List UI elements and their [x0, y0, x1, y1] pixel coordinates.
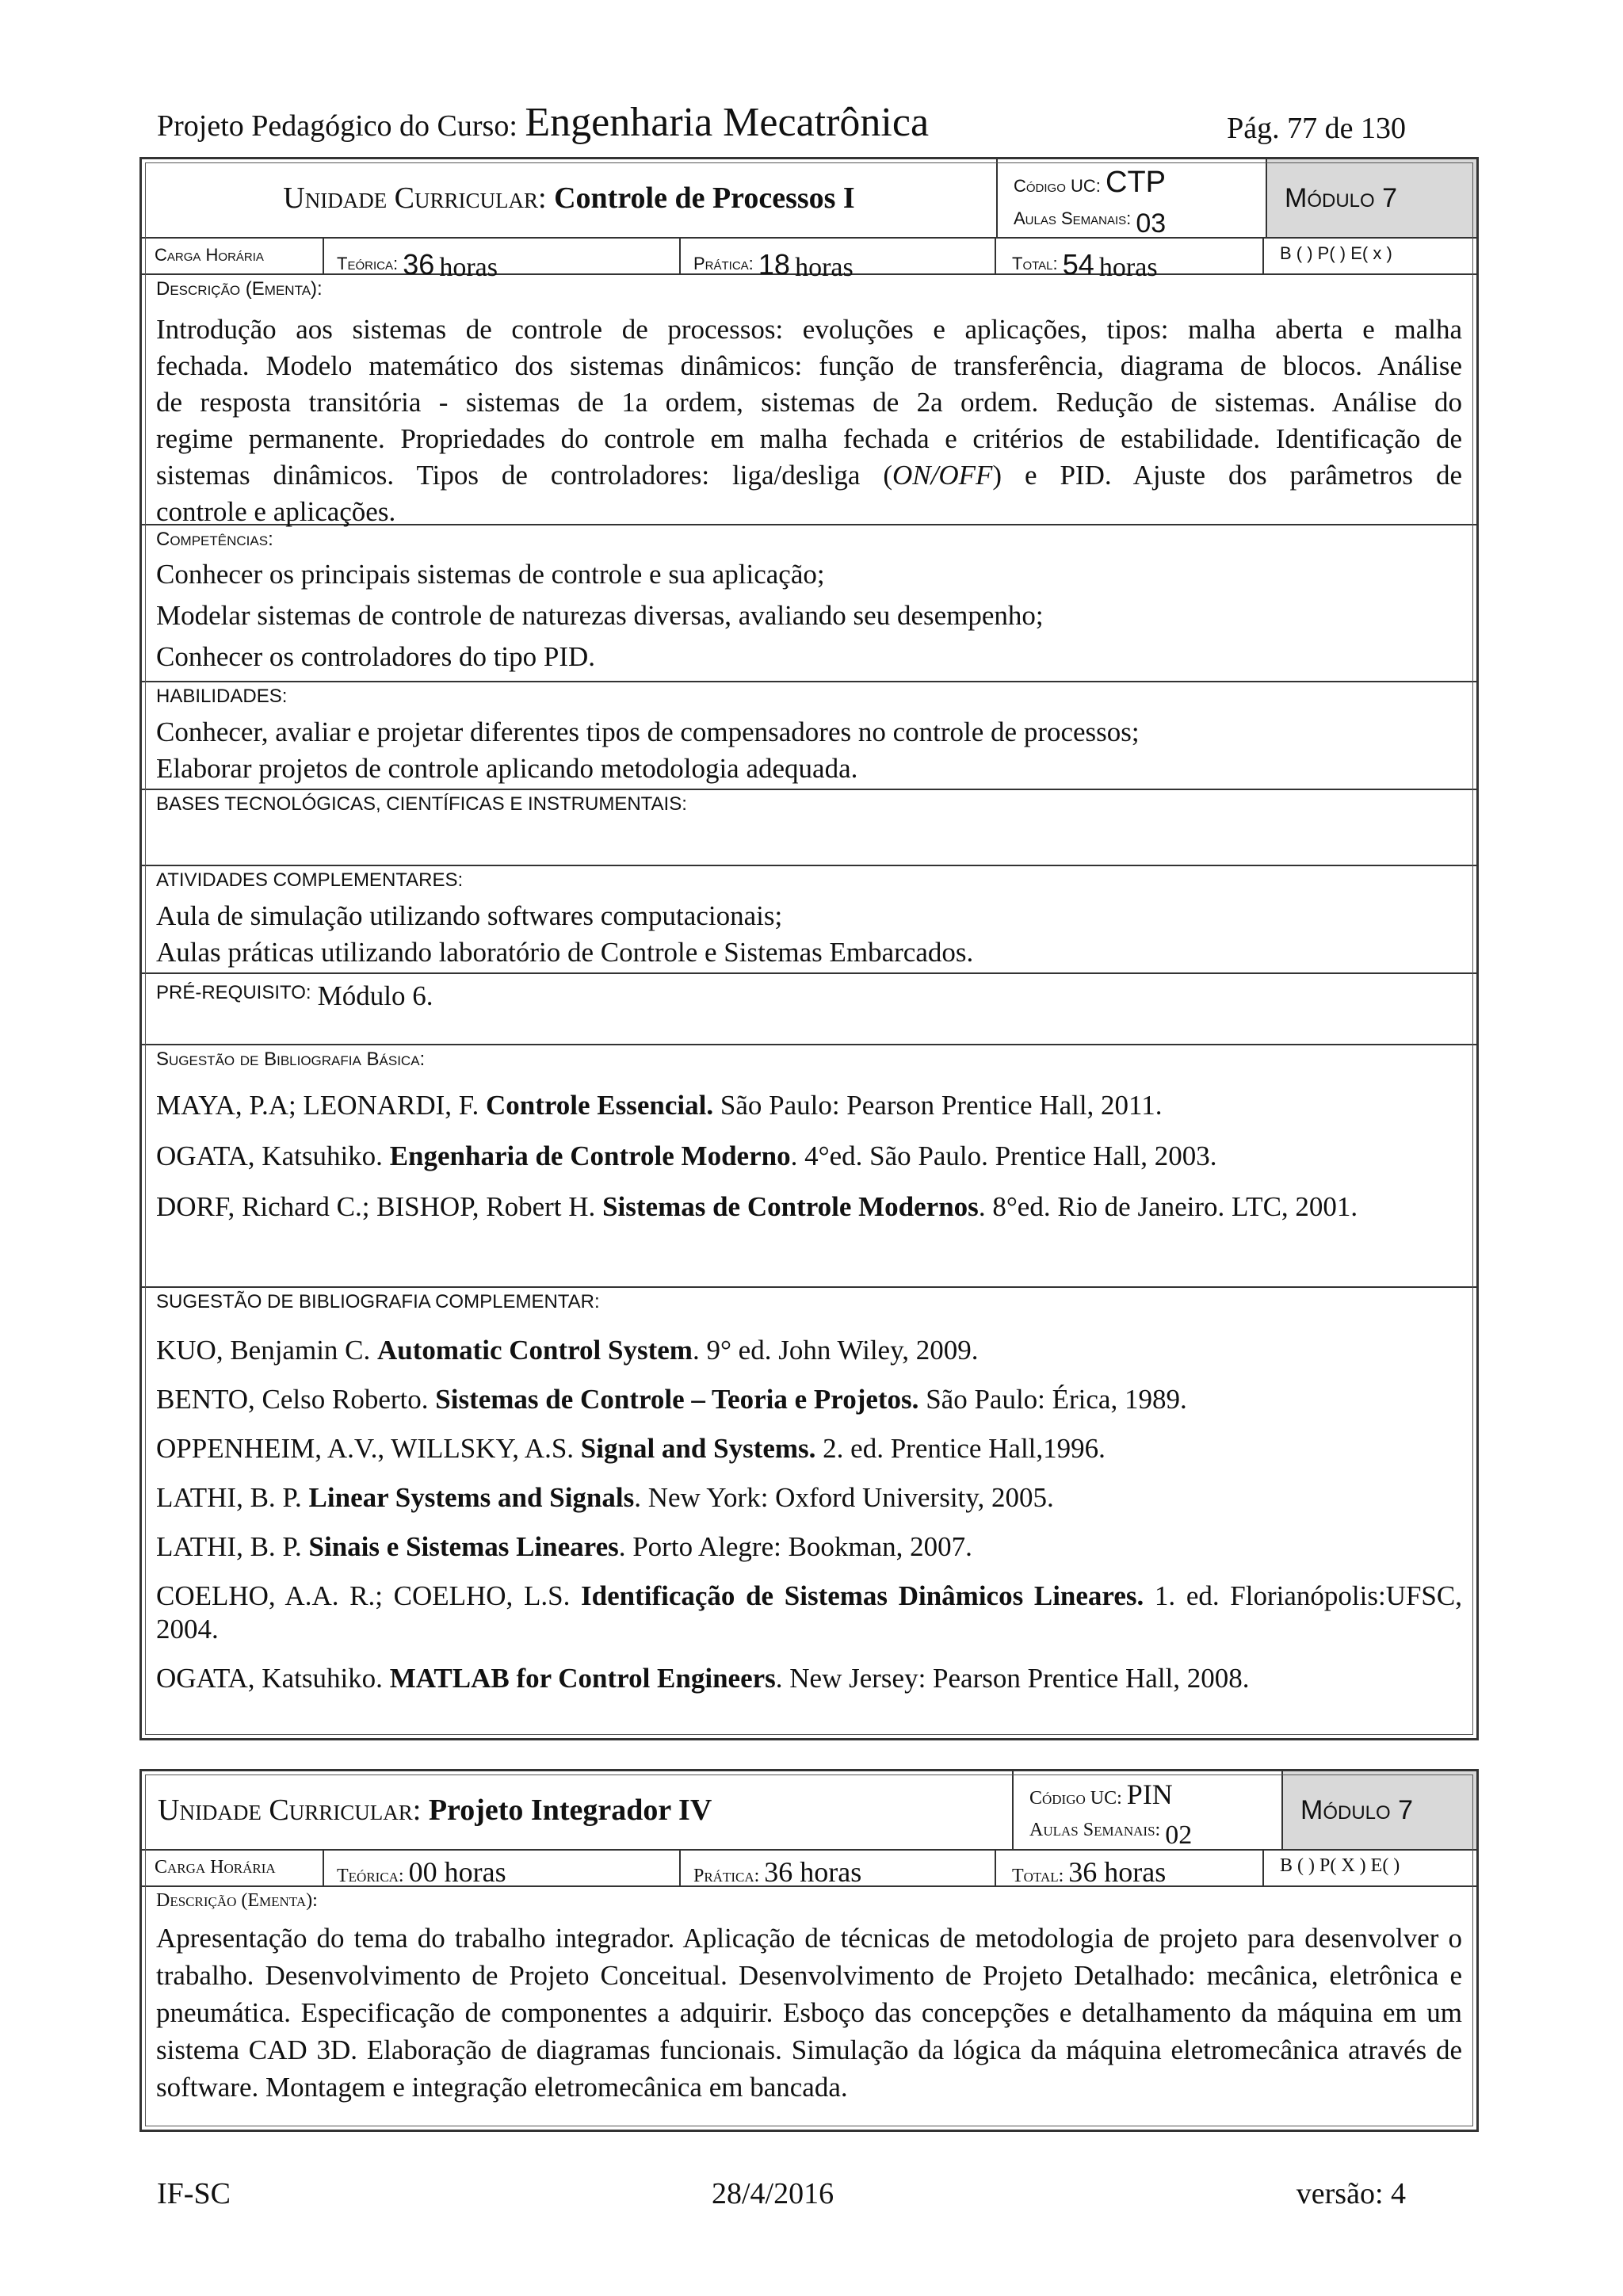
uc1-descricao-section	[142, 275, 1476, 525]
uc1-pratica-unit: horas	[795, 253, 854, 282]
uc1-code-label: Código UC:	[1014, 176, 1106, 196]
uc1-pratica-label: Prática:	[693, 254, 758, 273]
uc1-total: 54	[1062, 248, 1094, 281]
habilidade-item: Elaborar projetos de controle aplicando metodologia adequada.	[156, 753, 858, 784]
bib-entry: OPPENHEIM, A.V., WILLSKY, A.S. Signal and Systems. 2. ed. Prentice Hall,1996.	[156, 1433, 1106, 1464]
uc1-bases-section	[142, 790, 1476, 866]
uc1-title: Controle de Processos I	[554, 181, 855, 215]
footer-date: 28/4/2016	[712, 2177, 834, 2210]
uc1-competencias-section	[142, 525, 1476, 682]
course-name: Engenharia Mecatrônica	[525, 100, 930, 145]
uc2-code: PIN	[1126, 1778, 1173, 1810]
uc2-aulas-label: Aulas Semanais:	[1029, 1820, 1166, 1840]
uc2-pratica: 36 horas	[764, 1856, 862, 1888]
uc2-descricao-text: Apresentação do tema do trabalho integrador. Aplicação de técnicas de metodologia de projeto para desenvolver o trabalho. Desenvolvimento de Projeto Conceitual. Desenvolvimento de Projeto Detalhado: mecânica, eletrônica e pneumática. Especificação de componentes a adquirir. Esboço das concepções e detalhamento da máquina em um sistema CAD 3D. Elaboração de diagramas funcionais. Simulação da lógica da máquina eletromecânica através de software. Montagem e integração eletromecânica em bancada.	[156, 1923, 1462, 2103]
uc1-habilidades-section	[142, 682, 1476, 790]
uc1-habilidades-text	[142, 708, 1476, 787]
uc1-atividades-label: ATIVIDADES COMPLEMENTARES:	[156, 869, 464, 891]
uc2-total: 36 horas	[1068, 1856, 1167, 1888]
uc-controle-processos	[139, 157, 1479, 1740]
uc1-bpe: B ( ) P( ) E( x )	[1280, 243, 1392, 263]
uc1-aulas-label: Aulas Semanais:	[1014, 208, 1136, 228]
page-footer	[157, 2176, 1406, 2216]
uc1-code: CTP	[1106, 166, 1167, 199]
uc1-total-unit: horas	[1098, 253, 1158, 282]
uc1-title-cell	[142, 159, 998, 237]
competencia-item: Modelar sistemas de controle de naturezas diversas, avaliando seu desempenho;	[156, 600, 1044, 631]
uc2-pratica-label: Prática:	[693, 1866, 765, 1886]
uc1-prereq: Módulo 6.	[317, 980, 433, 1011]
uc2-title-cell	[142, 1771, 1014, 1849]
bib-entry: MAYA, P.A; LEONARDI, F. Controle Essencial. São Paulo: Pearson Prentice Hall, 2011.	[156, 1090, 1163, 1121]
uc2-teorica-label: Teórica:	[337, 1866, 409, 1886]
uc1-prereq-label: PRÉ-REQUISITO:	[156, 982, 311, 1003]
uc1-total-label: Total:	[1012, 254, 1063, 273]
bib-entry: KUO, Benjamin C. Automatic Control System. 9° ed. John Wiley, 2009.	[156, 1335, 979, 1366]
uc1-carga-label: Carga Horária	[142, 239, 324, 273]
uc1-bib-basica-section	[142, 1045, 1476, 1288]
uc1-teorica-unit: horas	[439, 253, 498, 282]
uc2-code-cell	[1014, 1771, 1283, 1849]
uc2-code-label: Código UC:	[1029, 1788, 1127, 1809]
uc1-descricao-line: de resposta transitória - sistemas de 1a ordem, sistemas de 2a ordem. Redução de sistemas. Análise do	[156, 387, 1462, 418]
uc1-descricao-line: controle e aplicações.	[156, 496, 396, 527]
uc1-bib-comp-list	[142, 1313, 1476, 1695]
page-header	[157, 97, 1406, 149]
uc1-descricao-line: Introdução aos sistemas de controle de processos: evoluções e aplicações, tipos: malha aberta e malha	[156, 314, 1462, 345]
atividade-item: Aula de simulação utilizando softwares computacionais;	[156, 900, 783, 931]
uc2-total-label: Total:	[1012, 1866, 1069, 1886]
uc1-title-label: Unidade Curricular:	[283, 181, 547, 215]
uc1-code-cell	[998, 159, 1267, 237]
page-number: Pág. 77 de 130	[1227, 112, 1406, 145]
uc2-bpe: B ( ) P( X ) E( )	[1280, 1855, 1400, 1876]
uc2-title-label: Unidade Curricular:	[158, 1794, 422, 1827]
habilidade-item: Conhecer, avaliar e projetar diferentes tipos de compensadores no controle de processos;	[156, 716, 1140, 747]
uc1-descricao-label: Descrição (Ementa):	[156, 278, 323, 300]
uc2-teorica: 00 horas	[408, 1856, 506, 1888]
bib-entry: DORF, Richard C.; BISHOP, Robert H. Sistemas de Controle Modernos. 8°ed. Rio de Janeiro. LTC, 2001.	[156, 1191, 1358, 1222]
uc2-descricao-label: Descrição (Ementa):	[156, 1890, 318, 1911]
bib-entry: OGATA, Katsuhiko. MATLAB for Control Engineers. New Jersey: Pearson Prentice Hall, 2008.	[156, 1663, 1250, 1694]
uc1-descricao-text	[142, 300, 1476, 530]
uc1-atividades-section	[142, 866, 1476, 974]
uc1-bib-comp-label: SUGESTÃO DE BIBLIOGRAFIA COMPLEMENTAR:	[156, 1291, 600, 1312]
bib-entry: LATHI, B. P. Sinais e Sistemas Lineares. Porto Alegre: Bookman, 2007.	[156, 1531, 972, 1562]
course-header	[157, 99, 929, 146]
uc1-pratica: 18	[758, 248, 790, 281]
uc2-modulo: Módulo 7	[1283, 1771, 1476, 1849]
bib-entry: BENTO, Celso Roberto. Sistemas de Controle – Teoria e Projetos. São Paulo: Érica, 1989.	[156, 1384, 1187, 1415]
uc2-descricao-section	[142, 1887, 1476, 2130]
uc1-teorica: 36	[403, 248, 435, 281]
uc1-competencias-text	[142, 551, 1476, 678]
uc1-bib-comp-section	[142, 1288, 1476, 1738]
atividade-item: Aulas práticas utilizando laboratório de Controle e Sistemas Embarcados.	[156, 937, 974, 968]
competencia-item: Conhecer os principais sistemas de controle e sua aplicação;	[156, 559, 825, 590]
uc2-carga-label: Carga Horária	[142, 1851, 324, 1885]
uc-projeto-integrador	[139, 1769, 1479, 2132]
uc1-aulas: 03	[1136, 208, 1167, 239]
footer-institution: IF-SC	[157, 2177, 231, 2210]
uc1-prereq-section	[142, 974, 1476, 1045]
uc1-atividades-text	[142, 892, 1476, 971]
uc1-teorica-label: Teórica:	[337, 254, 403, 273]
uc1-bib-basica-label: Sugestão de Bibliografia Básica:	[156, 1049, 426, 1070]
uc2-hours-row	[142, 1851, 1476, 1887]
course-prefix: Projeto Pedagógico do Curso:	[157, 109, 525, 143]
competencia-item: Conhecer os controladores do tipo PID.	[156, 641, 596, 672]
uc1-modulo: Módulo 7	[1267, 159, 1476, 237]
uc1-descricao-line: regime permanente. Propriedades do controle em malha fechada e critérios de estabilidade. Identificação de	[156, 423, 1462, 454]
bib-entry: LATHI, B. P. Linear Systems and Signals. New York: Oxford University, 2005.	[156, 1482, 1054, 1513]
uc1-habilidades-label: HABILIDADES:	[156, 686, 288, 707]
uc2-title-row	[142, 1771, 1476, 1851]
uc1-bases-label: BASES TECNOLÓGICAS, CIENTÍFICAS E INSTRUMENTAIS:	[156, 793, 687, 815]
uc1-title-row	[142, 159, 1476, 239]
uc1-competencias-label: Competências:	[156, 529, 273, 550]
uc1-hours-row	[142, 239, 1476, 282]
bib-entry: OGATA, Katsuhiko. Engenharia de Controle Moderno. 4°ed. São Paulo. Prentice Hall, 2003.	[156, 1140, 1217, 1171]
uc2-aulas: 02	[1165, 1820, 1193, 1850]
uc1-descricao-line: sistemas dinâmicos. Tipos de controladores: liga/desliga (ON/OFF) e PID. Ajuste dos parâmetros de	[156, 460, 1462, 491]
footer-version: versão: 4	[1296, 2177, 1406, 2210]
uc1-descricao-line: fechada. Modelo matemático dos sistemas dinâmicos: função de transferência, diagrama de blocos. Análise	[156, 350, 1462, 381]
bib-entry: COELHO, A.A. R.; COELHO, L.S. Identificação de Sistemas Dinâmicos Lineares. 1. ed. Florianópolis:UFSC, 2004.	[156, 1580, 1462, 1645]
uc2-title: Projeto Integrador IV	[428, 1794, 712, 1827]
uc1-bib-basica-list	[142, 1071, 1476, 1224]
